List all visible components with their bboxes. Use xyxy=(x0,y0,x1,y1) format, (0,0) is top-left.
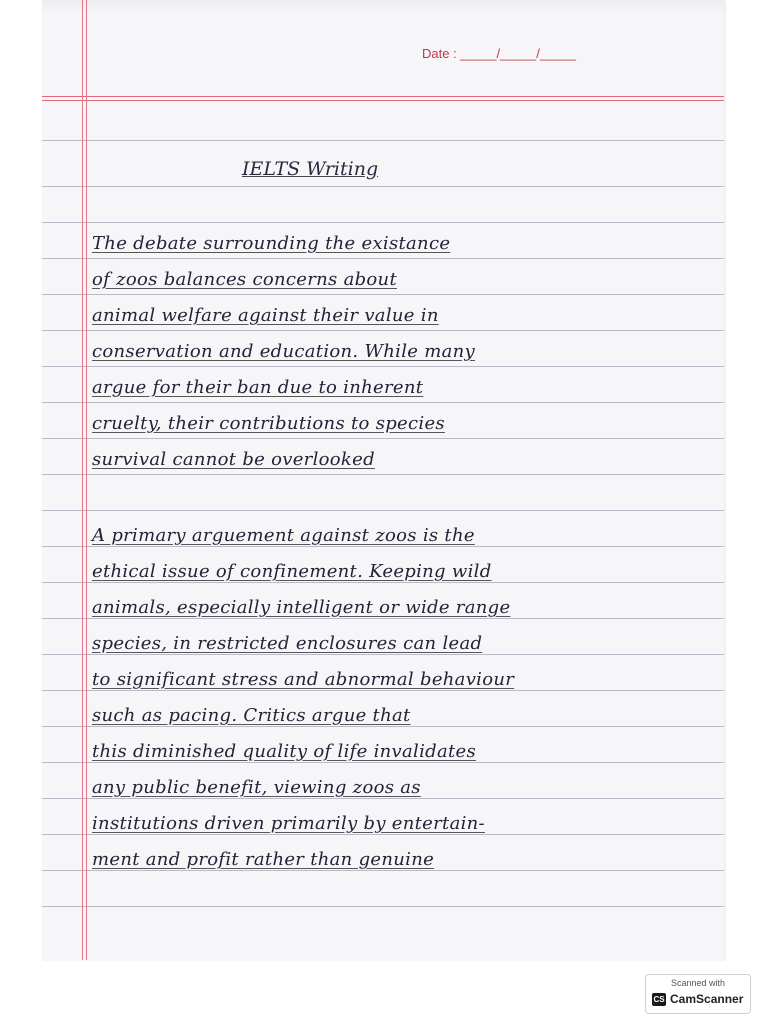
ruled-line xyxy=(42,546,724,547)
essay-line: The debate surrounding the existance xyxy=(92,233,451,254)
essay-line: species, in restricted enclosures can lead xyxy=(92,633,483,654)
essay-line: such as pacing. Critics argue that xyxy=(92,705,411,726)
essay-line: animals, especially intelligent or wide range xyxy=(92,597,511,618)
ruled-line xyxy=(42,438,724,439)
ruled-line xyxy=(42,798,724,799)
notebook-page xyxy=(42,0,724,960)
ruled-line xyxy=(42,186,724,187)
header-rule-bottom xyxy=(42,100,724,101)
page-top-edge xyxy=(42,0,724,14)
ruled-line xyxy=(42,654,724,655)
essay-line: A primary arguement against zoos is the xyxy=(92,525,475,546)
margin-line-left xyxy=(82,0,83,960)
essay-line: of zoos balances concerns about xyxy=(92,269,397,290)
ruled-line xyxy=(42,618,724,619)
ruled-line xyxy=(42,834,724,835)
essay-line: animal welfare against their value in xyxy=(92,305,439,326)
ruled-line xyxy=(42,402,724,403)
ruled-line xyxy=(42,294,724,295)
ruled-line xyxy=(42,366,724,367)
camscanner-logo-icon: CS xyxy=(653,995,665,1004)
ruled-line xyxy=(42,762,724,763)
essay-line: ment and profit rather than genuine xyxy=(92,849,435,870)
ruled-line xyxy=(42,474,724,475)
essay-line: ethical issue of confinement. Keeping wild xyxy=(92,561,492,582)
essay-line: this diminished quality of life invalidates xyxy=(92,741,477,762)
header-rule-top xyxy=(42,96,724,97)
essay-line: institutions driven primarily by entertain- xyxy=(92,813,485,834)
ruled-line xyxy=(42,870,724,871)
ruled-line xyxy=(42,726,724,727)
essay-line: any public benefit, viewing zoos as xyxy=(92,777,421,798)
essay-title: IELTS Writing xyxy=(242,158,379,180)
essay-line: conservation and education. While many xyxy=(92,341,476,362)
essay-line: cruelty, their contributions to species xyxy=(92,413,445,434)
ruled-line xyxy=(42,140,724,141)
ruled-line xyxy=(42,510,724,511)
ruled-line xyxy=(42,906,724,907)
scanned-with-label: Scanned with xyxy=(670,978,726,988)
margin-line-right xyxy=(86,0,87,960)
ruled-line xyxy=(42,330,724,331)
ruled-line xyxy=(42,258,724,259)
ruled-line xyxy=(42,222,724,223)
camscanner-badge xyxy=(645,974,751,1014)
essay-line: to significant stress and abnormal behaviour xyxy=(92,669,515,690)
ruled-line xyxy=(42,690,724,691)
essay-line: survival cannot be overlooked xyxy=(92,449,375,470)
ruled-line xyxy=(42,582,724,583)
camscanner-brand-name: CamScanner xyxy=(670,992,744,1006)
date-label: Date : _____/_____/_____ xyxy=(422,46,576,61)
essay-line: argue for their ban due to inherent xyxy=(92,377,424,398)
